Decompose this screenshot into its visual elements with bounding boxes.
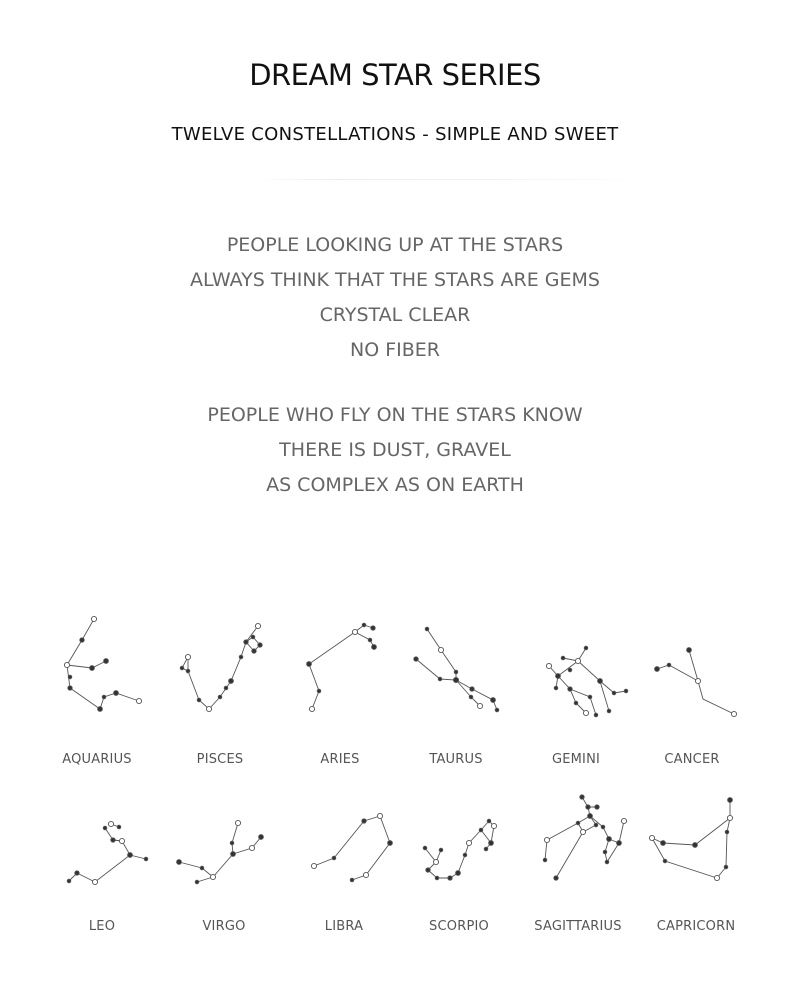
poem-stanza-1 — [0, 228, 790, 368]
leo-constellation-icon — [67, 821, 148, 884]
poem-line: PEOPLE WHO FLY ON THE STARS KNOW — [207, 404, 583, 426]
label-virgo: VIRGO — [202, 919, 246, 934]
label-leo: LEO — [88, 919, 116, 934]
label-gemini: GEMINI — [551, 752, 601, 767]
poem-stanza-2 — [0, 398, 790, 503]
libra-constellation-icon — [311, 813, 392, 881]
capricorn-constellation-icon — [649, 798, 732, 881]
label-pisces: PISCES — [196, 752, 244, 767]
aquarius-constellation-icon — [64, 616, 141, 711]
poem-line: ALWAYS THINK THAT THE STARS ARE GEMS — [190, 269, 600, 291]
label-libra: LIBRA — [324, 919, 364, 934]
label-taurus: TAURUS — [429, 752, 483, 767]
gemini-constellation-icon — [546, 646, 627, 717]
page-title: DREAM STAR SERIES — [249, 58, 541, 92]
scorpio-constellation-icon — [423, 819, 496, 880]
poem-line: THERE IS DUST, GRAVEL — [279, 439, 511, 461]
sagittarius-constellation-icon — [543, 795, 626, 880]
pisces-constellation-icon — [180, 623, 262, 711]
label-cancer: CANCER — [664, 752, 720, 767]
divider-line — [255, 179, 655, 180]
constellation-illustrations — [0, 600, 790, 900]
poem-line: CRYSTAL CLEAR — [319, 304, 471, 326]
label-capricorn: CAPRICORN — [656, 919, 736, 934]
label-scorpio: SCORPIO — [429, 919, 489, 934]
poem-line: PEOPLE LOOKING UP AT THE STARS — [226, 234, 564, 256]
poem-line: AS COMPLEX AS ON EARTH — [266, 474, 524, 496]
label-aquarius: AQUARIUS — [62, 752, 132, 767]
aries-constellation-icon — [307, 623, 377, 711]
cancer-constellation-icon — [655, 648, 737, 717]
label-aries: ARIES — [320, 752, 360, 767]
taurus-constellation-icon — [414, 627, 499, 712]
label-sagittarius: SAGITTARIUS — [534, 919, 622, 934]
poem-line: NO FIBER — [350, 339, 440, 361]
virgo-constellation-icon — [177, 820, 264, 883]
page-subtitle: TWELVE CONSTELLATIONS - SIMPLE AND SWEET — [171, 124, 619, 145]
